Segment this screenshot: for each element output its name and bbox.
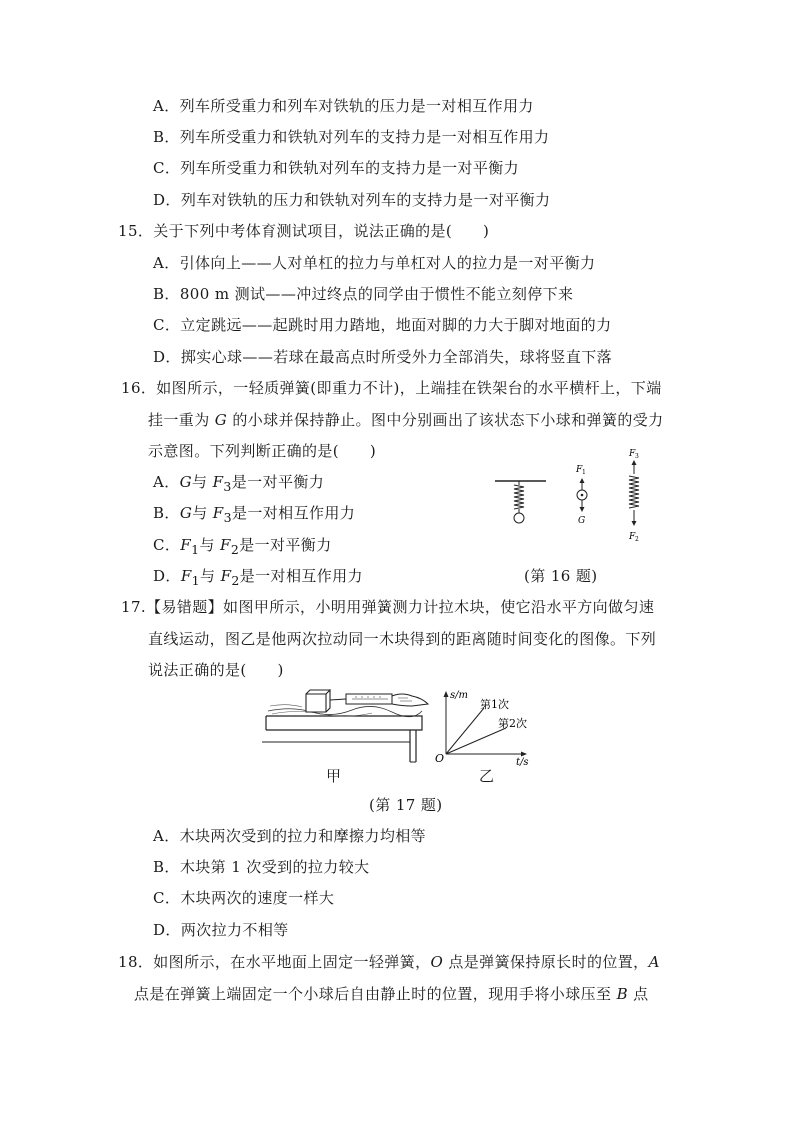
q17-fig-yi-label: 乙 — [479, 767, 495, 785]
q17-option-d: D．两次拉力不相等 — [153, 921, 289, 939]
q17-fig-jia-label: 甲 — [326, 767, 342, 785]
q17-option-a: A．木块两次受到的拉力和摩擦力均相等 — [153, 827, 427, 845]
spring-force-diagram — [628, 449, 639, 543]
graph-xlabel: t/s — [516, 757, 529, 766]
q17-option-b: B．木块第 1 次受到的拉力较大 — [153, 858, 370, 876]
q16-option-c: C．$F_1$与 $F_2$是一对平衡力 — [153, 536, 332, 557]
ball-force-diagram — [575, 465, 587, 526]
q16-option-a: A．G与 $F_3$是一对平衡力 — [153, 473, 325, 494]
line-first — [446, 708, 484, 754]
q14-option-a: A．列车所受重力和列车对铁轨的压力是一对相互作用力 — [153, 97, 534, 115]
label-f1: F — [576, 465, 583, 475]
q16-stem-line2: 挂一重为 G 的小球并保持静止。图中分别画出了该状态下小球和弹簧的受力 — [148, 411, 664, 429]
q15-option-c: C．立定跳远——起跳时用力踏地，地面对脚的力大于脚对地面的力 — [153, 316, 612, 334]
q15-option-d: D．掷实心球——若球在最高点时所受外力全部消失，球将竖直下落 — [153, 348, 613, 366]
q16-option-d: D．$F_1$与 $F_2$是一对相互作用力 — [153, 567, 363, 588]
q16-option-b: B．G与 $F_3$是一对相互作用力 — [153, 504, 356, 525]
graph-origin: O — [435, 752, 445, 765]
q16-force-diagram — [490, 446, 660, 556]
q17-figure-yi — [434, 686, 534, 766]
q15-option-b: B．800 m 测试——冲过终点的同学由于惯性不能立刻停下来 — [153, 285, 574, 303]
graph-ylabel: s/m — [450, 690, 468, 701]
q16-caption: (第 16 题) — [524, 567, 598, 585]
q15-stem: 15．关于下列中考体育测试项目，说法正确的是( ) — [118, 222, 490, 240]
spring-with-ball — [514, 481, 524, 523]
label-f3: F — [629, 449, 636, 459]
q17-figure-jia — [262, 686, 440, 766]
q16-stem-line1: 16．如图所示，一轻质弹簧(即重力不计)，上端挂在铁架台的水平横杆上，下端 — [121, 379, 662, 397]
q16-stem-line3: 示意图。下列判断正确的是( ) — [148, 442, 377, 460]
q14-option-b: B．列车所受重力和铁轨对列车的支持力是一对相互作用力 — [153, 128, 550, 146]
label-f2: F — [629, 532, 636, 542]
q18-line1: 18．如图所示，在水平地面上固定一轻弹簧，O 点是弹簧保持原长时的位置，A — [118, 953, 660, 971]
label-f3-sub: 3 — [635, 453, 639, 460]
label-f1-sub: 1 — [582, 469, 586, 476]
label-g: G — [578, 516, 586, 526]
graph-line1-label: 第1次 — [480, 698, 509, 711]
q17-option-c: C．木块两次的速度一样大 — [153, 889, 335, 907]
q14-option-c: C．列车所受重力和铁轨对列车的支持力是一对平衡力 — [153, 159, 520, 177]
q15-option-a: A．引体向上——人对单杠的拉力与单杠对人的拉力是一对平衡力 — [153, 254, 596, 272]
q17-stem-line2: 直线运动，图乙是他两次拉动同一木块得到的距离随时间变化的图像。下列 — [148, 630, 657, 648]
q17-stem-line3: 说法正确的是( ) — [148, 661, 284, 679]
label-f2-sub: 2 — [635, 536, 639, 543]
q17-caption: (第 17 题) — [369, 796, 443, 814]
line-second — [446, 728, 506, 754]
graph-line2-label: 第2次 — [498, 717, 527, 730]
q17-stem-line1: 17.【易错题】如图甲所示，小明用弹簧测力计拉木块，使它沿水平方向做匀速 — [121, 598, 655, 616]
q14-option-d: D．列车对铁轨的压力和铁轨对列车的支持力是一对平衡力 — [153, 191, 551, 209]
q18-line2: 点是在弹簧上端固定一个小球后自由静止时的位置，现用手将小球压至 B 点 — [134, 985, 649, 1003]
